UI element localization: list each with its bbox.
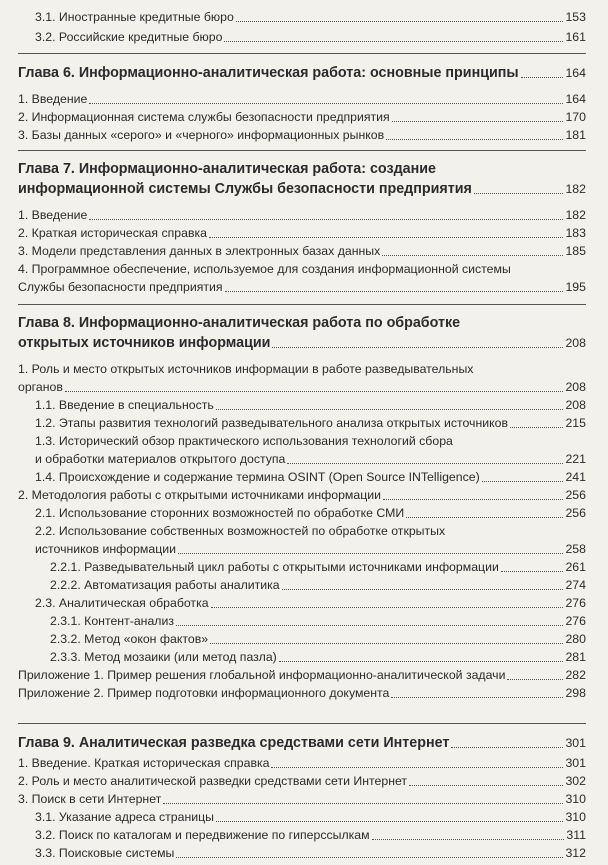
page-number: 276 bbox=[565, 614, 586, 628]
toc-entry bbox=[0, 810, 586, 825]
toc-entry-title: 3.1. Иностранные кредитные бюро bbox=[35, 10, 234, 24]
dot-leader bbox=[216, 821, 563, 822]
toc-entry-title: Приложение 2. Пример подготовки информационного документа bbox=[18, 686, 390, 700]
toc-entry-title: 3. Поиск в сети Интернет bbox=[18, 792, 162, 806]
chapter-heading bbox=[0, 314, 586, 332]
toc-entry-title: 2. Краткая историческая справка bbox=[18, 226, 207, 240]
chapter-heading bbox=[0, 334, 586, 352]
toc-entry-title: 1.4. Происхождение и содержание термина OSINT (Open Source INTelligence) bbox=[35, 470, 480, 484]
toc-entry-title: 2. Информационная система службы безопасности предприятия bbox=[18, 110, 390, 124]
dot-leader bbox=[176, 857, 563, 858]
chapter-heading bbox=[0, 734, 586, 752]
page-number: 221 bbox=[565, 452, 586, 466]
toc-entry-title: 2. Методология работы с открытыми источниками информации bbox=[18, 488, 381, 502]
toc-entry-title: 2.3.1. Контент-анализ bbox=[50, 614, 174, 628]
page-number: 161 bbox=[565, 30, 586, 44]
toc-entry bbox=[0, 110, 586, 125]
toc-entry bbox=[0, 488, 586, 503]
toc-entry-title: 2.3.2. Метод «окон фактов» bbox=[50, 632, 209, 646]
dot-leader bbox=[510, 427, 563, 428]
toc-entry-title: 3. Модели представления данных в электронных базах данных bbox=[18, 244, 381, 258]
toc-entry bbox=[0, 380, 586, 395]
page-number: 302 bbox=[565, 774, 586, 788]
page-number: 164 bbox=[565, 92, 586, 106]
toc-entry bbox=[0, 434, 586, 449]
dot-leader bbox=[372, 839, 565, 840]
dot-leader bbox=[521, 77, 564, 78]
dot-leader bbox=[451, 747, 563, 748]
toc-entry bbox=[0, 524, 586, 539]
page-number: 301 bbox=[565, 756, 586, 770]
toc-entry bbox=[0, 828, 586, 843]
toc-entry bbox=[0, 506, 586, 521]
page-number: 195 bbox=[565, 280, 586, 294]
toc-entry-title: Службы безопасности предприятия bbox=[18, 280, 223, 294]
dot-leader bbox=[209, 237, 564, 238]
toc-entry bbox=[0, 650, 586, 665]
toc-entry bbox=[0, 686, 586, 701]
toc-entry bbox=[0, 470, 586, 485]
page-number: 311 bbox=[566, 828, 586, 842]
toc-entry-title: и обработки материалов открытого доступа bbox=[35, 452, 286, 466]
page-number: 185 bbox=[565, 244, 586, 258]
toc-entry-title: открытых источников информации bbox=[18, 335, 271, 351]
chapter-divider bbox=[18, 150, 586, 151]
page-number: 170 bbox=[565, 110, 586, 124]
page-number: 164 bbox=[565, 66, 586, 80]
toc-entry bbox=[0, 244, 586, 259]
dot-leader bbox=[216, 409, 564, 410]
dot-leader bbox=[386, 139, 563, 140]
toc-entry-title: органов bbox=[18, 380, 63, 394]
chapter-divider bbox=[18, 723, 586, 724]
page-number: 312 bbox=[565, 846, 586, 860]
page-number: 310 bbox=[565, 792, 586, 806]
toc-entry-title: Глава 9. Аналитическая разведка средствами сети Интернет bbox=[18, 735, 450, 751]
toc-entry-title: 2.2.1. Разведывательный цикл работы с открытыми источниками информации bbox=[50, 560, 499, 574]
chapter-heading bbox=[0, 160, 586, 178]
toc-entry-title: 1.2. Этапы развития технологий разведывательного анализа открытых источников bbox=[35, 416, 508, 430]
dot-leader bbox=[507, 679, 563, 680]
dot-leader bbox=[176, 625, 563, 626]
toc-entry-title: 4. Программное обеспечение, используемое для создания информационной системы bbox=[18, 262, 511, 276]
toc-entry-title: 2. Роль и место аналитической разведки средствами сети Интернет bbox=[18, 774, 408, 788]
toc-entry-title: 1. Введение. Краткая историческая справка bbox=[18, 756, 270, 770]
page-number: 182 bbox=[565, 182, 586, 196]
dot-leader bbox=[210, 643, 563, 644]
page-number: 181 bbox=[565, 128, 586, 142]
page-number: 256 bbox=[565, 488, 586, 502]
toc-entry-title: 3.3. Поисковые системы bbox=[35, 846, 175, 860]
page-number: 215 bbox=[565, 416, 586, 430]
dot-leader bbox=[272, 347, 563, 348]
toc-entry bbox=[0, 632, 586, 647]
toc-entry bbox=[0, 208, 586, 223]
page-number: 208 bbox=[565, 380, 586, 394]
page-number: 301 bbox=[565, 736, 586, 750]
dot-leader bbox=[474, 193, 564, 194]
toc-entry bbox=[0, 226, 586, 241]
toc-entry bbox=[0, 756, 586, 771]
dot-leader bbox=[501, 571, 564, 572]
dot-leader bbox=[65, 391, 564, 392]
toc-entry bbox=[0, 362, 586, 377]
chapter-heading bbox=[0, 64, 586, 82]
toc-entry-title: 2.3. Аналитическая обработка bbox=[35, 596, 209, 610]
dot-leader bbox=[224, 41, 563, 42]
page-number: 280 bbox=[565, 632, 586, 646]
dot-leader bbox=[406, 517, 563, 518]
toc-entry bbox=[0, 560, 586, 575]
toc-entry-title: 1.3. Исторический обзор практического использования технологий сбора bbox=[35, 434, 453, 448]
toc-entry-title: источников информации bbox=[35, 542, 176, 556]
toc-entry-title: 1. Введение bbox=[18, 92, 88, 106]
dot-leader bbox=[271, 767, 563, 768]
toc-entry bbox=[0, 398, 586, 413]
toc-entry bbox=[0, 668, 586, 683]
page-number: 298 bbox=[565, 686, 586, 700]
toc-entry-title: 1. Введение bbox=[18, 208, 88, 222]
page-number: 276 bbox=[565, 596, 586, 610]
toc-entry bbox=[0, 128, 586, 143]
toc-entry bbox=[0, 578, 586, 593]
chapter-heading bbox=[0, 180, 586, 198]
toc-entry bbox=[0, 92, 586, 107]
toc-entry-title: 2.2.2. Автоматизация работы аналитика bbox=[50, 578, 280, 592]
toc-entry bbox=[0, 10, 586, 25]
page-number: 208 bbox=[565, 336, 586, 350]
page-number: 258 bbox=[565, 542, 586, 556]
toc-entry bbox=[0, 262, 586, 277]
dot-leader bbox=[287, 463, 563, 464]
page-number: 310 bbox=[565, 810, 586, 824]
toc-entry bbox=[0, 452, 586, 467]
dot-leader bbox=[383, 499, 563, 500]
page-number: 208 bbox=[565, 398, 586, 412]
toc-entry bbox=[0, 792, 586, 807]
dot-leader bbox=[178, 553, 563, 554]
page-number: 183 bbox=[565, 226, 586, 240]
toc-entry bbox=[0, 774, 586, 789]
toc-entry-title: Приложение 1. Пример решения глобальной информационно-аналитической задачи bbox=[18, 668, 506, 682]
dot-leader bbox=[211, 607, 564, 608]
toc-entry-title: 2.3.3. Метод мозаики (или метод пазла) bbox=[50, 650, 277, 664]
dot-leader bbox=[236, 21, 564, 22]
dot-leader bbox=[409, 785, 563, 786]
page-number: 274 bbox=[565, 578, 586, 592]
toc-entry-title: информационной системы Службы безопасности предприятия bbox=[18, 181, 472, 197]
toc-entry-title: 3. Базы данных «серого» и «черного» информационных рынков bbox=[18, 128, 385, 142]
dot-leader bbox=[392, 121, 564, 122]
chapter-divider bbox=[18, 53, 586, 54]
toc-entry-title: 3.2. Поиск по каталогам и передвижение по гиперссылкам bbox=[35, 828, 370, 842]
toc-entry-title: 2.2. Использование собственных возможностей по обработке открытых bbox=[35, 524, 446, 538]
toc-entry bbox=[0, 542, 586, 557]
toc-entry-title: 3.2. Российские кредитные бюро bbox=[35, 30, 223, 44]
toc-entry bbox=[0, 30, 586, 45]
toc-entry-title: Глава 8. Информационно-аналитическая работа по обработке bbox=[18, 315, 461, 331]
toc-entry-title: 3.1. Указание адреса страницы bbox=[35, 810, 215, 824]
page-number: 282 bbox=[565, 668, 586, 682]
toc-entry bbox=[0, 614, 586, 629]
page-number: 153 bbox=[565, 10, 586, 24]
dot-leader bbox=[482, 481, 564, 482]
dot-leader bbox=[89, 103, 563, 104]
dot-leader bbox=[282, 589, 564, 590]
toc-entry-title: 2.1. Использование сторонних возможностей по обработке СМИ bbox=[35, 506, 405, 520]
toc-entry-title: 1. Роль и место открытых источников информации в работе разведывательных bbox=[18, 362, 474, 376]
dot-leader bbox=[225, 291, 564, 292]
toc-entry-title: Глава 7. Информационно-аналитическая работа: создание bbox=[18, 161, 436, 177]
dot-leader bbox=[382, 255, 563, 256]
toc-entry bbox=[0, 280, 586, 295]
page-number: 182 bbox=[565, 208, 586, 222]
toc-entry-title: Глава 6. Информационно-аналитическая работа: основные принципы bbox=[18, 65, 519, 81]
page-number: 241 bbox=[565, 470, 586, 484]
chapter-divider bbox=[18, 304, 586, 305]
dot-leader bbox=[391, 697, 563, 698]
dot-leader bbox=[279, 661, 564, 662]
page-number: 256 bbox=[565, 506, 586, 520]
page-number: 261 bbox=[565, 560, 586, 574]
page-number: 281 bbox=[565, 650, 586, 664]
dot-leader bbox=[163, 803, 563, 804]
toc-entry bbox=[0, 846, 586, 861]
toc-entry-title: 1.1. Введение в специальность bbox=[35, 398, 214, 412]
dot-leader bbox=[89, 219, 563, 220]
toc-entry bbox=[0, 416, 586, 431]
toc-entry bbox=[0, 596, 586, 611]
